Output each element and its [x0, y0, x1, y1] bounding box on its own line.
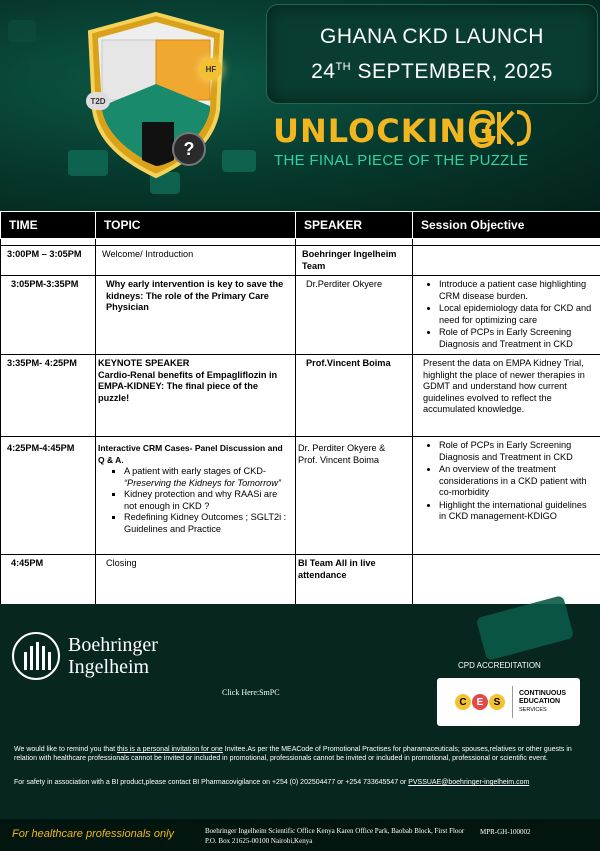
table-header-row [1, 212, 600, 239]
row-speaker: BI Team All in live attendance [296, 555, 413, 607]
table-row [1, 555, 600, 607]
ces-circles [455, 694, 506, 710]
row-time: 4:25PM-4:45PM [1, 437, 96, 555]
row-speaker: Prof.Vincent Boima [296, 355, 413, 437]
row-time: 3:05PM-3:35PM [1, 276, 96, 355]
ces-letter: E [472, 694, 488, 710]
question-icon: ? [172, 132, 206, 166]
ces-text: CONTINUOUS EDUCATION SERVICES [519, 690, 567, 713]
puzzle-piece-decoration [8, 20, 36, 42]
row-topic [96, 355, 296, 437]
row-speaker: Dr.Perditer Okyere [296, 276, 413, 355]
ces-letter: S [489, 694, 505, 710]
agenda-table [0, 211, 600, 607]
row-topic: Why early intervention is key to save the kidneys: The role of the Primary Care Physician [96, 276, 296, 355]
panel-item: ▪ Kidney protection and why RAASi are not enough in CKD ? [124, 489, 289, 512]
mpr-code: MPR-GH-100002 [480, 828, 531, 836]
pharmacovigilance-email-link[interactable]: PVSSUAE@boehringer-ingelheim.com [408, 779, 530, 786]
objective-item: • Role of PCPs in Early Screening Diagnosis and Treatment in CKD [439, 327, 594, 350]
row-topic [96, 437, 296, 555]
header-time: TIME [1, 212, 96, 239]
header-topic: TOPIC [96, 212, 296, 239]
cpd-label: CPD ACCREDITATION [458, 661, 541, 670]
panel-title: Interactive CRM Cases- Panel Discussion and Q & A. [98, 443, 283, 465]
objective-item: • Introduce a patient case highlighting CRM disease burden. [439, 279, 594, 302]
table-row [1, 246, 600, 276]
row-topic: Welcome/ Introduction [96, 246, 296, 276]
spacer-row [1, 239, 600, 246]
puzzle-piece-decoration [476, 595, 574, 661]
event-title: GHANA CKD LAUNCH [320, 24, 544, 48]
hcp-notice: For healthcare professionals only [12, 828, 175, 840]
safety-contact: For safety in association with a BI product,please contact BI Pharmacovigilance on +254 (0) 202504477 or +254 733645547 or PVSSUAE@boehringer-ingelheim.com [14, 779, 530, 786]
row-speaker: Boehringer Ingelheim Team [296, 246, 413, 276]
row-topic: Closing [96, 555, 296, 607]
row-objective [413, 555, 600, 607]
row-objective [413, 276, 600, 355]
row-time: 4:45PM [1, 555, 96, 607]
objective-item: • Local epidemiology data for CKD and need for optimizing care [439, 303, 594, 326]
bi-logo-text: Boehringer Ingelheim [68, 634, 158, 678]
header-speaker: SPEAKER [296, 212, 413, 239]
office-address: Boehringer Ingelheim Scientific Office Kenya Karen Office Park, Baobab Block, First Floor P.O. Box 21625-00100 Nairobi,Kenya [205, 827, 465, 845]
bi-logo-icon [12, 632, 60, 680]
puzzle-piece-decoration [30, 60, 64, 82]
tagline: THE FINAL PIECE OF THE PUZZLE [274, 152, 529, 169]
smpc-link[interactable]: Click Here:SmPC [222, 688, 280, 697]
table-row [1, 276, 600, 355]
ckd-kidney-icon [467, 108, 531, 148]
ces-divider [512, 686, 513, 718]
table-row [1, 355, 600, 437]
keynote-title: Cardio-Renal benefits of Empagliflozin in EMPA-KIDNEY: The final piece of the puzzle! [98, 369, 278, 403]
hero-banner [0, 0, 600, 210]
keynote-label: KEYNOTE SPEAKER [98, 358, 190, 368]
unlocking-heading: UNLOCKING [273, 112, 495, 150]
event-date: 24TH SEPTEMBER, 2025 [311, 59, 553, 83]
objective-item: • Highlight the international guidelines in CKD management-KDIGO [439, 500, 594, 523]
row-time: 3:35PM- 4:25PM [1, 355, 96, 437]
row-speaker: Dr. Perditer Okyere & Prof. Vincent Boima [296, 437, 413, 555]
panel-item: ▪ Redefining Kidney Outcomes ; SGLT2i : Guidelines and Practice [124, 512, 289, 535]
boehringer-logo [12, 632, 158, 680]
row-objective [413, 437, 600, 555]
t2d-badge: T2D [86, 92, 110, 110]
table-row [1, 437, 600, 555]
row-objective: Present the data on EMPA Kidney Trial, highlight the place of newer therapies in GDMT and understand how current guidelines evolved to reflect the accumulated knowledge. [413, 355, 600, 437]
header-objective: Session Objective [413, 212, 600, 239]
objective-item: • Role of PCPs in Early Screening Diagnosis and Treatment in CKD [439, 440, 594, 463]
event-title-box [266, 4, 598, 104]
panel-item: ▪ A patient with early stages of CKD- “Preserving the Kidneys for Tomorrow” [124, 466, 289, 489]
objective-item: • An overview of the treatment considerations in a CKD patient with co-morbidity [439, 464, 594, 499]
hf-badge: HF [200, 58, 222, 80]
ces-logo [437, 678, 580, 726]
ces-letter: C [455, 694, 471, 710]
row-time: 3:00PM – 3:05PM [1, 246, 96, 276]
invitation-disclaimer: We would like to remind you that this is a personal invitation for one Invitee.As per the MEACode of Promotional Practises for pharamaceuticals; spouses,relatives or other guests in relation with healthcare professionals cannot be invited or included in promotional, professionals cannot be invited or included in promotional, professional or scientific event. [14, 746, 572, 762]
row-objective [413, 246, 600, 276]
ckd-logo [467, 108, 531, 156]
